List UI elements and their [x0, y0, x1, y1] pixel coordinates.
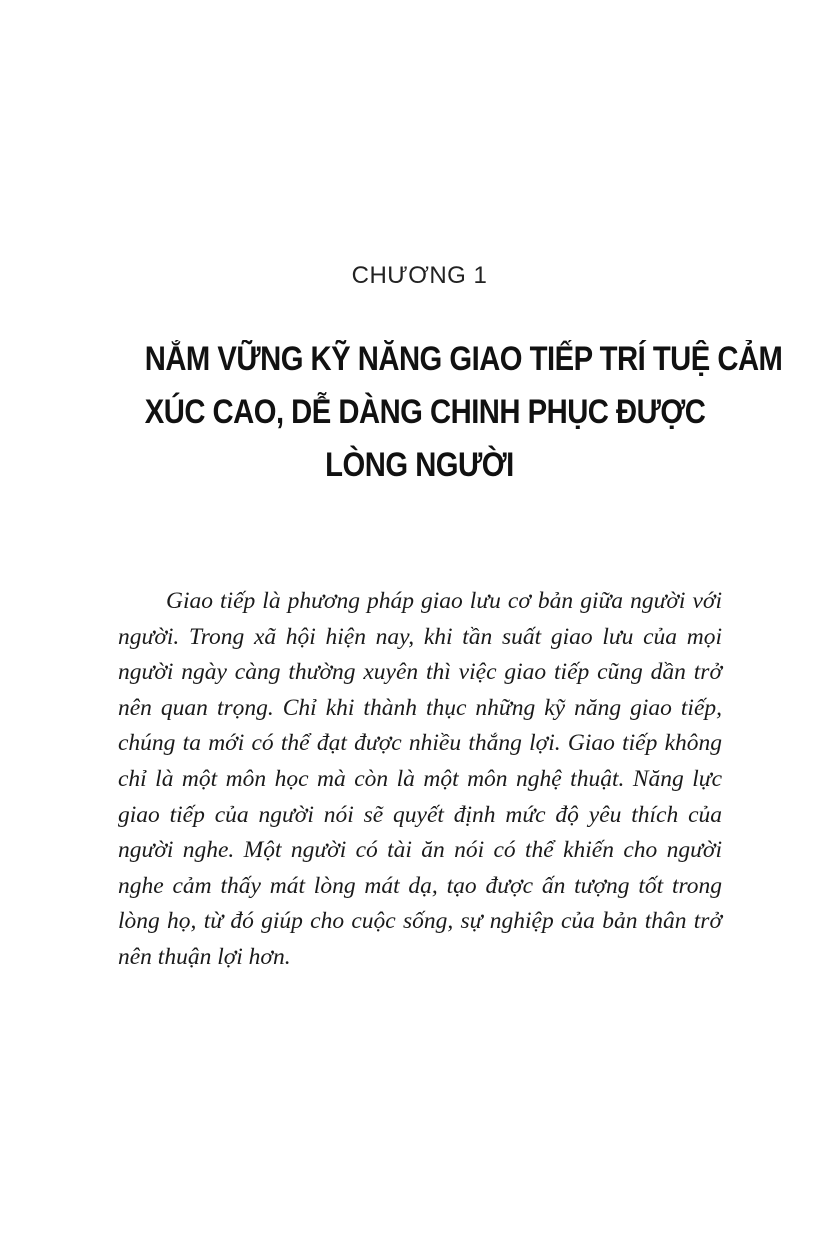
chapter-title-line: NẮM VỮNG KỸ NĂNG GIAO TIẾP TRÍ TUỆ CẢM [144, 340, 783, 378]
body-line: chỉ là một môn học mà còn là một môn nghệ thuật. Năng lực [118, 765, 722, 792]
body-line: Giao tiếp là phương pháp giao lưu cơ bản giữa người với [166, 588, 722, 614]
body-line: người ngày càng thường xuyên thì việc giao tiếp cũng dần trở [118, 659, 722, 686]
body-line: người nghe. Một người có tài ăn nói có thể khiến cho người [118, 837, 722, 864]
body-line: giao tiếp của người nói sẽ quyết định mức độ yêu thích của [118, 801, 722, 828]
body-line: lòng họ, từ đó giúp cho cuộc sống, sự nghiệp của bản thân trở [118, 908, 722, 935]
chapter-title [144, 333, 783, 492]
body-line: người. Trong xã hội hiện nay, khi tần suất giao lưu của mọi [118, 623, 722, 650]
body-line: nên thuận lợi hơn. [118, 943, 291, 970]
chapter-title-line: XÚC CAO, DỄ DÀNG CHINH PHỤC ĐƯỢC [144, 393, 706, 431]
chapter-label: CHƯƠNG 1 [351, 262, 488, 289]
body-paragraph [118, 584, 722, 976]
body-line: nên quan trọng. Chỉ khi thành thục những kỹ năng giao tiếp, [118, 694, 722, 721]
chapter-title-line: LÒNG NGƯỜI [325, 446, 514, 484]
body-line: chúng ta mới có thể đạt được nhiều thắng lợi. Giao tiếp không [118, 730, 722, 757]
body-line: nghe cảm thấy mát lòng mát dạ, tạo được ấn tượng tốt trong [118, 872, 722, 899]
